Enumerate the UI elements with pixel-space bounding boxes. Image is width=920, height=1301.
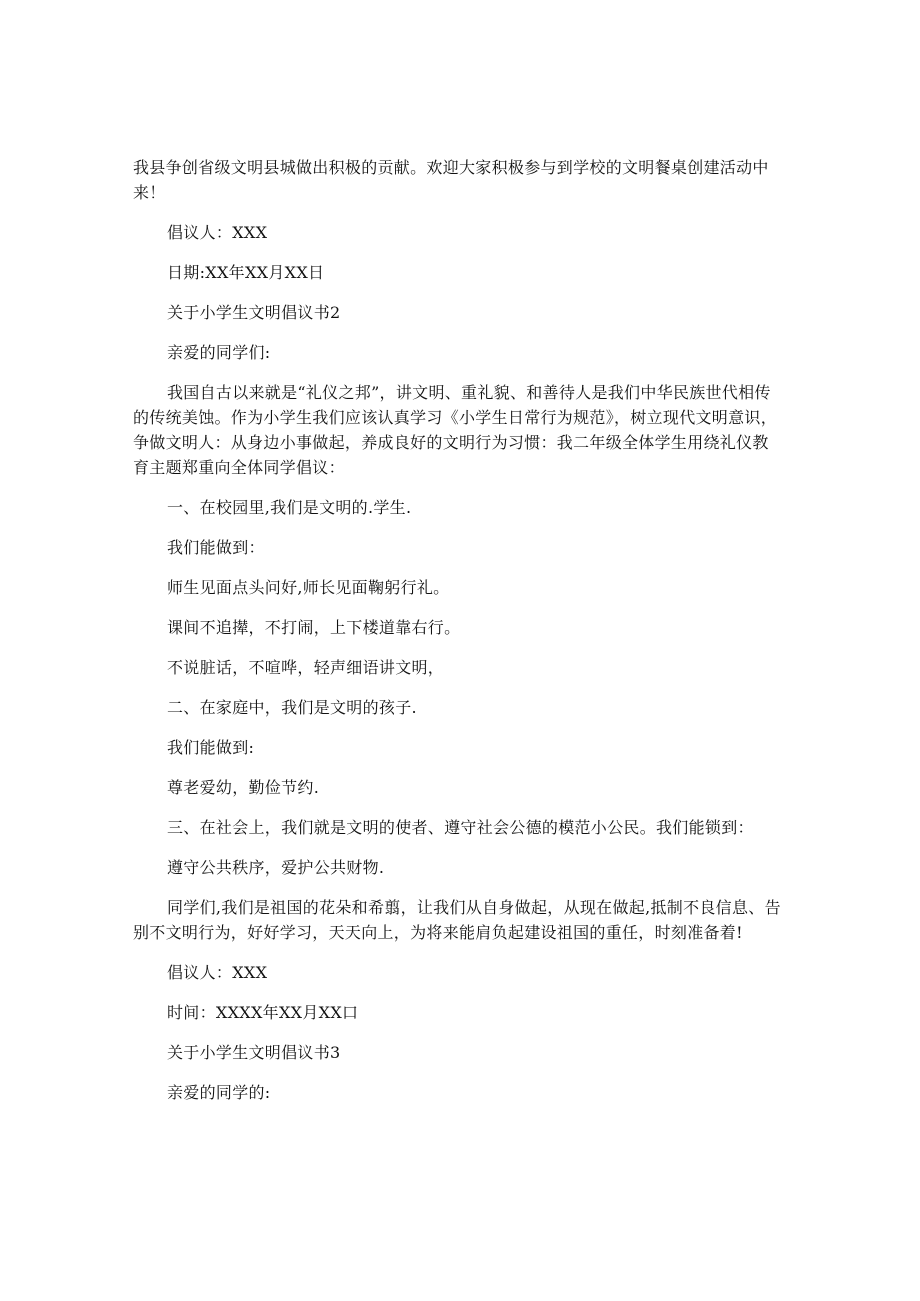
paragraph-signer-1: 倡议人：XXX (167, 223, 268, 242)
paragraph-item-respect: 尊老爱幼，勤俭节约. (167, 778, 320, 797)
paragraph-salutation-3: 亲爱的同学的: (167, 1083, 271, 1102)
paragraph-intro-2: 我国自古以来就是“礼仪之邦”，讲文明、重礼貌、和善待人是我们中华民族世代相传的传统美蚀。作为小学生我们应该认真学习《小学生日常行为规范》，树立现代文明意识，争做文明人：从身边小事做起，养成良好的文明行为习惯：我二年级全体学生用绕礼仪教育主题郑重向全体同学倡议： (133, 383, 778, 477)
paragraph-item-public-order: 遵守公共秩序，爱护公共财物. (167, 858, 385, 877)
paragraph-date-1: 日期:XX年XX月XX日 (167, 263, 325, 282)
paragraph-closing-sentence: 我县争创省级文明县城做出积极的贡献。欢迎大家积极参与到学校的文明餐桌创建活动中来！ (133, 158, 769, 202)
paragraph-conclusion-2: 同学们,我们是祖国的花朵和希翦，让我们从自身做起，从现在做起,抵制不良信息、告别不文明行为，好好学习，天天向上，为将来能肩负起建设祖国的重任，时刻准备着! (133, 898, 781, 942)
paragraph-item-speech: 不说脏话，不喧哗，轻声细语讲文明， (167, 658, 445, 677)
paragraph-can-do-1: 我们能做到： (167, 538, 265, 557)
paragraph-point-2: 二、在家庭中，我们是文明的孩子. (167, 698, 417, 717)
section-title-2: 关于小学生文明倡议书2 (167, 303, 341, 322)
paragraph-date-2: 时间：XXXX年XX月XX口 (167, 1003, 359, 1022)
section-title-3: 关于小学生文明倡议书3 (167, 1043, 341, 1062)
paragraph-point-3: 三、在社会上，我们就是文明的使者、遵守社会公德的模范小公民。我们能锁到： (167, 818, 754, 837)
paragraph-item-greeting: 师生见面点头问好,师长见面鞠躬行礼。 (167, 578, 450, 597)
paragraph-point-1: 一、在校园里,我们是文明的.学生. (167, 498, 412, 517)
document-body (133, 155, 783, 1120)
paragraph-can-do-2: 我们能做到: (167, 738, 255, 757)
paragraph-salutation-2: 亲爱的同学们: (167, 343, 271, 362)
paragraph-signer-2: 倡议人：XXX (167, 963, 268, 982)
paragraph-item-corridor: 课间不追撵，不打闹，上下楼道靠右行。 (167, 618, 461, 637)
